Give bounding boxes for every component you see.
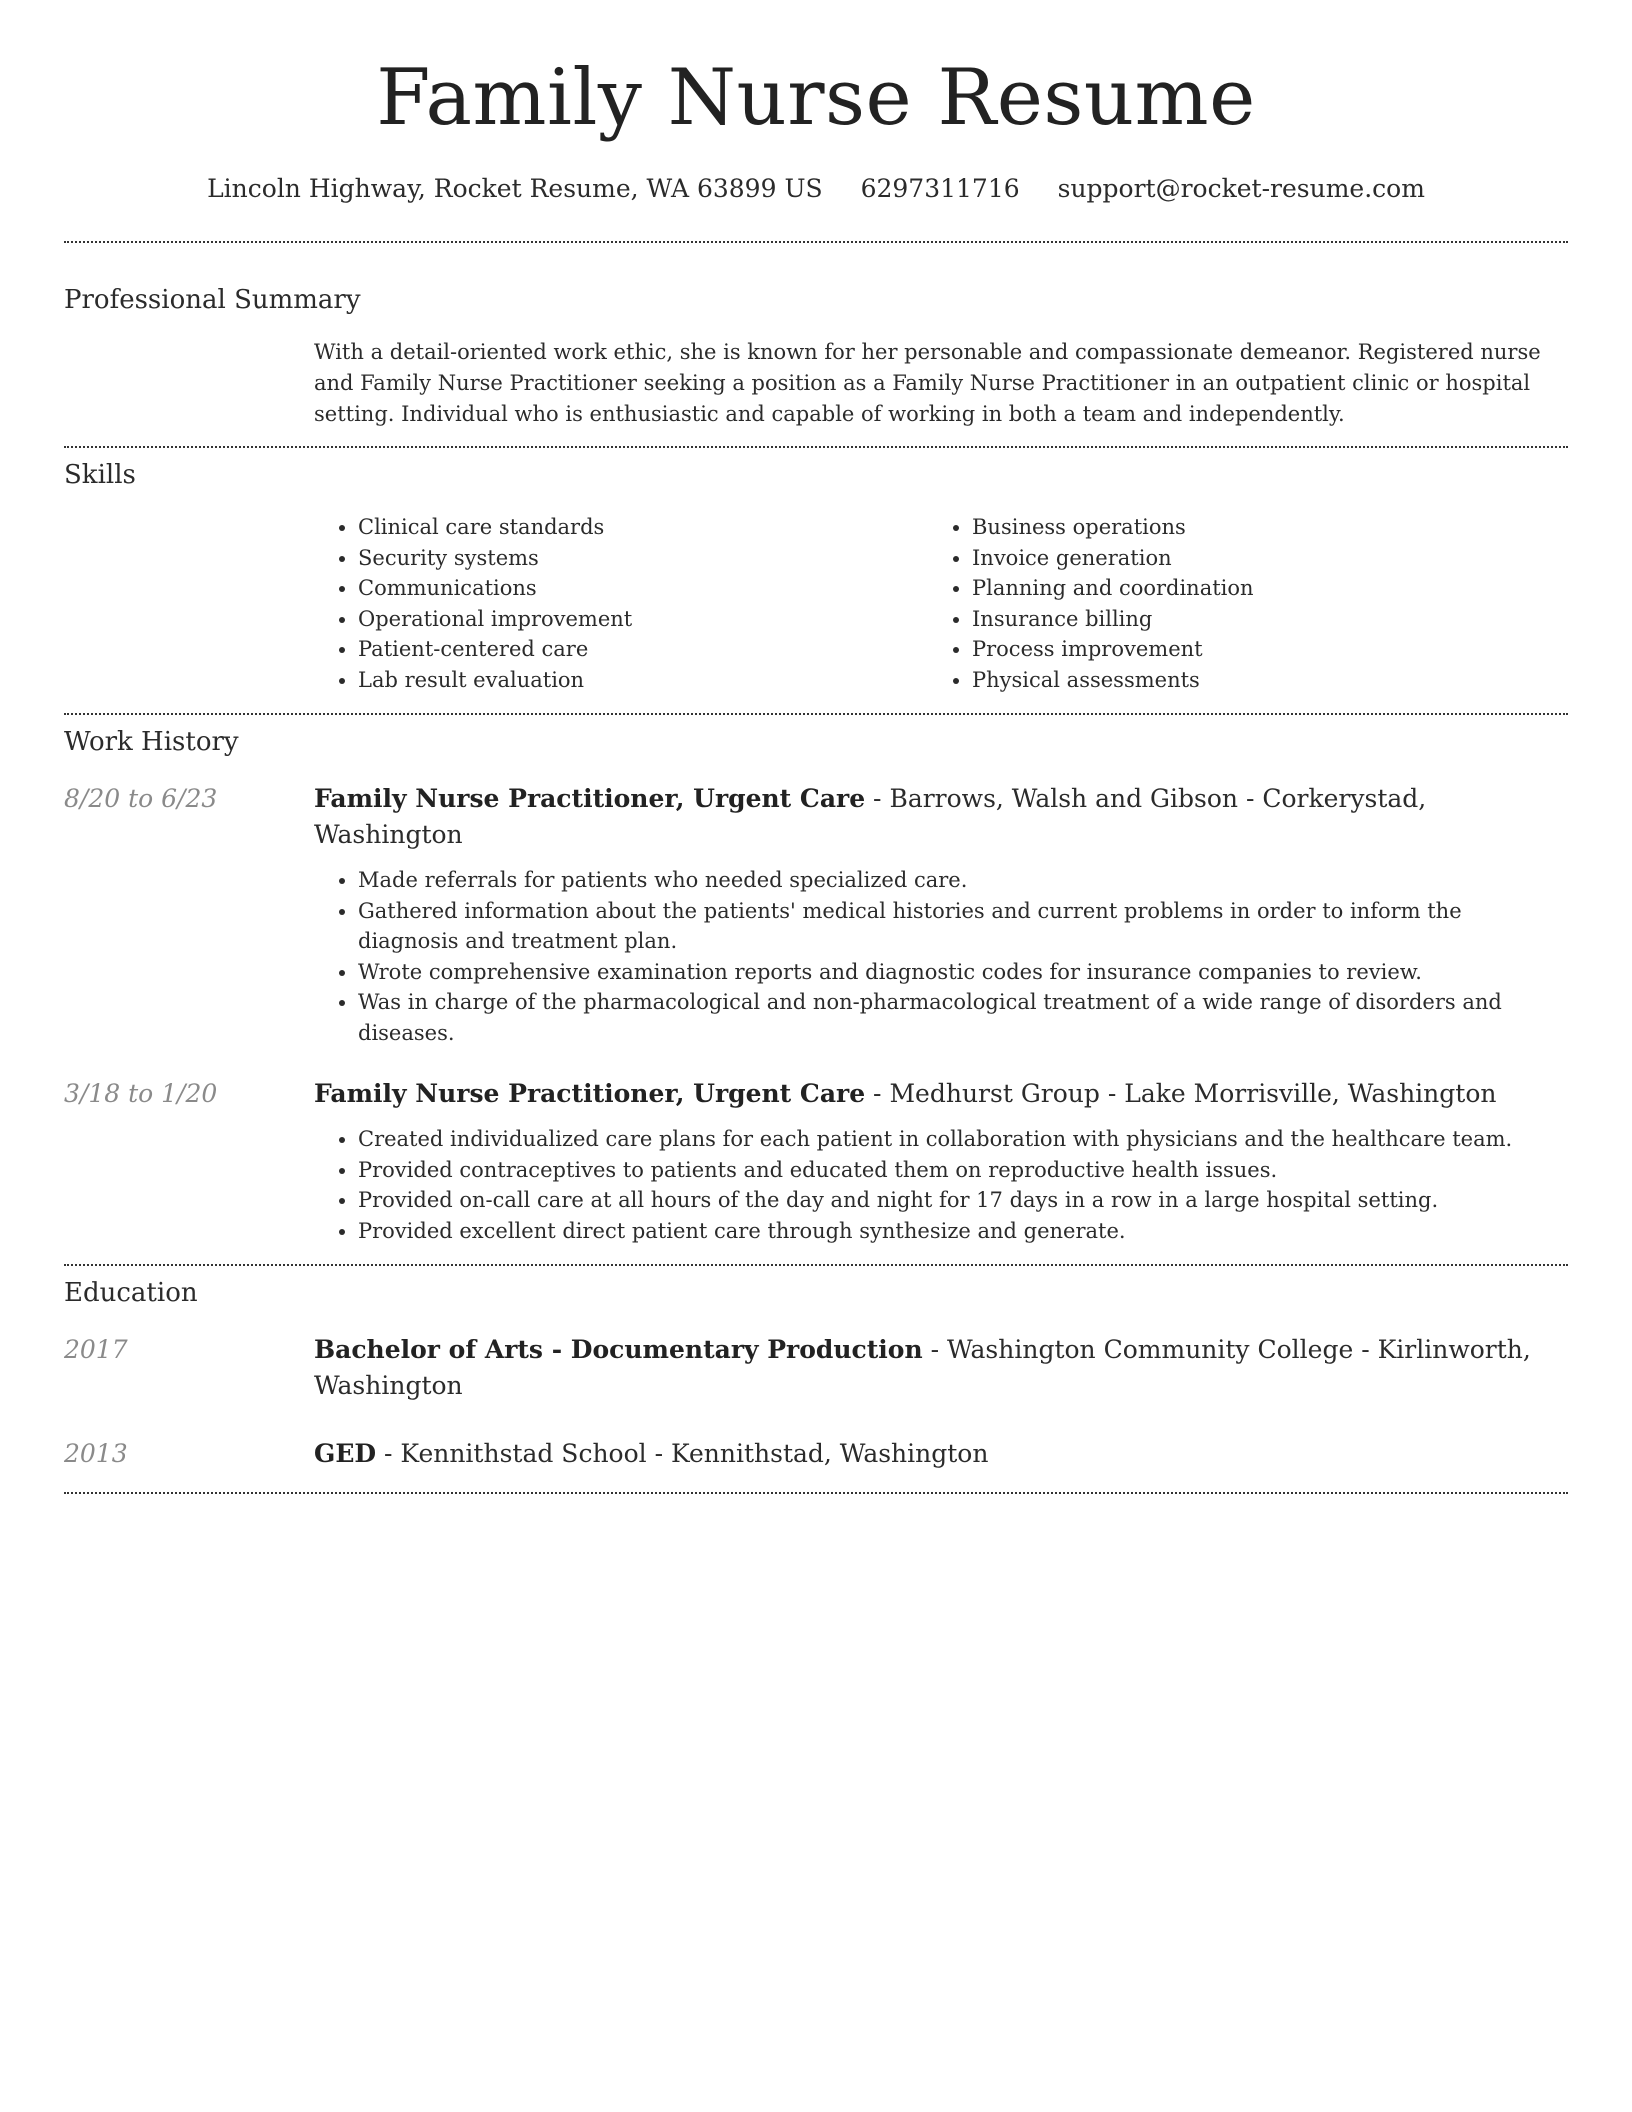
summary-text: With a detail-oriented work ethic, she is known for her personable and compassionate demeanor. Registered nurse and Family Nurse Practitioner seeking a position as a Family Nurse Practitioner in an outpatient clinic or hospital setting. Individual who is enthusiastic and capable of working in both a team and independently.: [314, 340, 1541, 426]
skills-list-left: [314, 512, 928, 695]
education-year: 2017: [64, 1335, 128, 1364]
work-title: Work History: [64, 727, 239, 757]
skills-section: [64, 448, 1568, 695]
skills-title: Skills: [64, 460, 136, 490]
resume-page: [64, 0, 1568, 1494]
job-role: Family Nurse Practitioner, Urgent Care: [314, 784, 866, 813]
job-employer: - Medhurst Group - Lake Morrisville, Washington: [865, 1079, 1497, 1108]
job-bullet: • Was in charge of the pharmacological and non-pharmacological treatment of a wide range of disorders and diseases.: [358, 987, 1568, 1048]
skills-list-right: [928, 512, 1542, 695]
job-dates: 3/18 to 1/20: [64, 1079, 218, 1108]
job-bullet: • Created individualized care plans for each patient in collaboration with physicians and the healthcare team.: [358, 1124, 1568, 1155]
contact-address: Lincoln Highway, Rocket Resume, WA 63899 US: [207, 174, 823, 203]
job-bullets: [314, 865, 1568, 1048]
summary-title: Professional Summary: [64, 285, 361, 315]
job-heading: [314, 1076, 1568, 1112]
summary-section: [64, 243, 1568, 430]
job-heading: [314, 781, 1568, 853]
job-bullet: • Gathered information about the patients' medical histories and current problems in order to inform the diagnosis and treatment plan.: [358, 896, 1568, 957]
job-dates: 8/20 to 6/23: [64, 784, 218, 813]
education-heading: [314, 1436, 1568, 1472]
skill-item: • Process improvement: [972, 634, 1542, 665]
skill-item: • Physical assessments: [972, 665, 1542, 696]
contact-email: support@rocket-resume.com: [1057, 174, 1425, 203]
education-school: - Kennithstad School - Kennithstad, Washington: [376, 1439, 989, 1468]
education-title: Education: [64, 1278, 198, 1308]
contact-phone: 6297311716: [860, 174, 1020, 203]
education-school: - Washington Community College - Kirlinworth, Washington: [314, 1335, 1531, 1400]
skill-item: • Clinical care standards: [358, 512, 928, 543]
job-bullet: • Made referrals for patients who needed specialized care.: [358, 865, 1568, 896]
education-degree: Bachelor of Arts - Documentary Production: [314, 1335, 923, 1364]
divider: [64, 1492, 1568, 1494]
education-entry: [64, 1436, 1568, 1472]
education-year: 2013: [64, 1439, 128, 1468]
skill-item: • Invoice generation: [972, 543, 1542, 574]
skill-item: • Insurance billing: [972, 604, 1542, 635]
job-bullet: • Provided on-call care at all hours of the day and night for 17 days in a row in a large hospital setting.: [358, 1185, 1568, 1216]
skill-item: • Security systems: [358, 543, 928, 574]
skill-item: • Planning and coordination: [972, 573, 1542, 604]
skill-item: • Operational improvement: [358, 604, 928, 635]
job-role: Family Nurse Practitioner, Urgent Care: [314, 1079, 866, 1108]
work-section: [64, 715, 1568, 1246]
job-entry: [64, 781, 1568, 1048]
education-section: [64, 1266, 1568, 1472]
job-entry: [64, 1076, 1568, 1246]
resume-name: Family Nurse Resume: [376, 53, 1256, 143]
job-bullet: • Provided excellent direct patient care through synthesize and generate.: [358, 1216, 1568, 1247]
skill-item: • Communications: [358, 573, 928, 604]
skill-item: • Business operations: [972, 512, 1542, 543]
job-bullet: • Wrote comprehensive examination reports and diagnostic codes for insurance companies to review.: [358, 957, 1568, 988]
job-bullets: [314, 1124, 1568, 1246]
education-degree: GED: [314, 1439, 377, 1468]
contact-line: [64, 172, 1568, 206]
job-employer: - Barrows, Walsh and Gibson - Corkerystad, Washington: [314, 784, 1427, 849]
education-entry: [64, 1332, 1568, 1404]
education-heading: [314, 1332, 1568, 1404]
skill-item: • Lab result evaluation: [358, 665, 928, 696]
skill-item: • Patient-centered care: [358, 634, 928, 665]
job-bullet: • Provided contraceptives to patients and educated them on reproductive health issues.: [358, 1155, 1568, 1186]
